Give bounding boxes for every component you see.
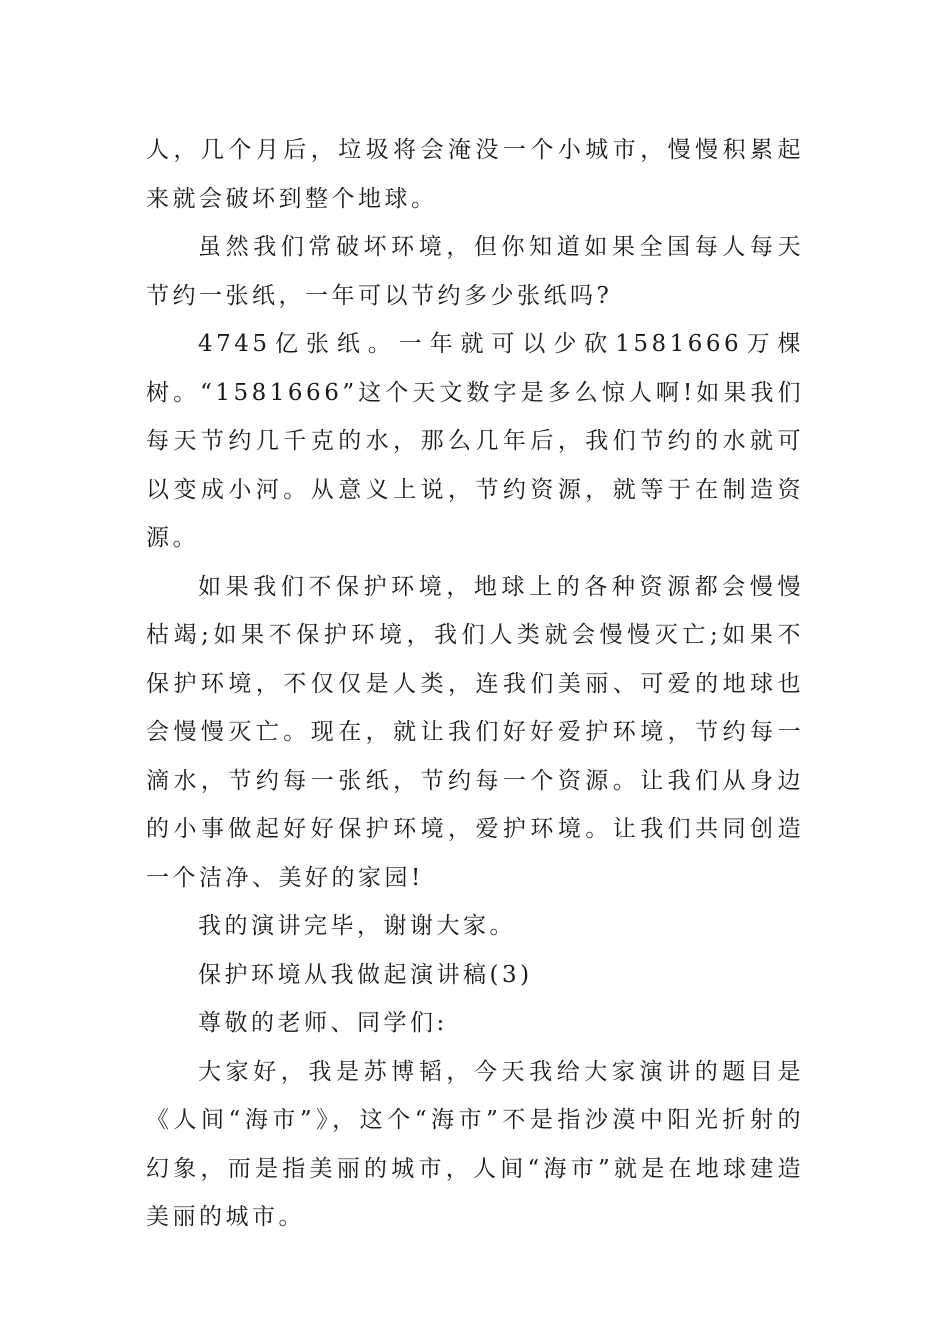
document-page <box>146 126 804 1242</box>
paragraph-continuation: 人，几个月后，垃圾将会淹没一个小城市，慢慢积累起来就会破坏到整个地球。 <box>146 137 804 212</box>
paragraph-closing: 我的演讲完毕，谢谢大家。 <box>198 913 516 939</box>
paragraph-question: 虽然我们常破坏环境，但你知道如果全国每人每天节约一张纸，一年可以节约多少张纸吗? <box>146 234 804 309</box>
section-title: 保护环境从我做起演讲稿(3) <box>198 961 533 988</box>
paragraph-introduction: 大家好，我是苏博韬，今天我给大家演讲的题目是《人间“海市”》，这个“海市”不是指沙漠中阳光折射的幻象，而是指美丽的城市，人间“海市”就是在地球建造美丽的城市。 <box>146 1058 804 1230</box>
paragraph-numbers: 4745亿张纸。一年就可以少砍1581666万棵树。“1581666”这个天文数字是多么惊人啊!如果我们每天节约几千克的水，那么几年后，我们节约的水就可以变成小河。从意义上说，节约资源，就等于在制造资源。 <box>146 331 804 551</box>
salutation: 尊敬的老师、同学们: <box>198 1010 448 1036</box>
paragraph-protect-environment: 如果我们不保护环境，地球上的各种资源都会慢慢枯竭;如果不保护环境，我们人类就会慢慢灭亡;如果不保护环境，不仅仅是人类，连我们美丽、可爱的地球也会慢慢灭亡。现在，就让我们好好爱护环境，节约每一滴水，节约每一张纸，节约每一个资源。让我们从身边的小事做起好好保护环境，爱护环境。让我们共同创造一个洁净、美好的家园! <box>146 573 804 891</box>
